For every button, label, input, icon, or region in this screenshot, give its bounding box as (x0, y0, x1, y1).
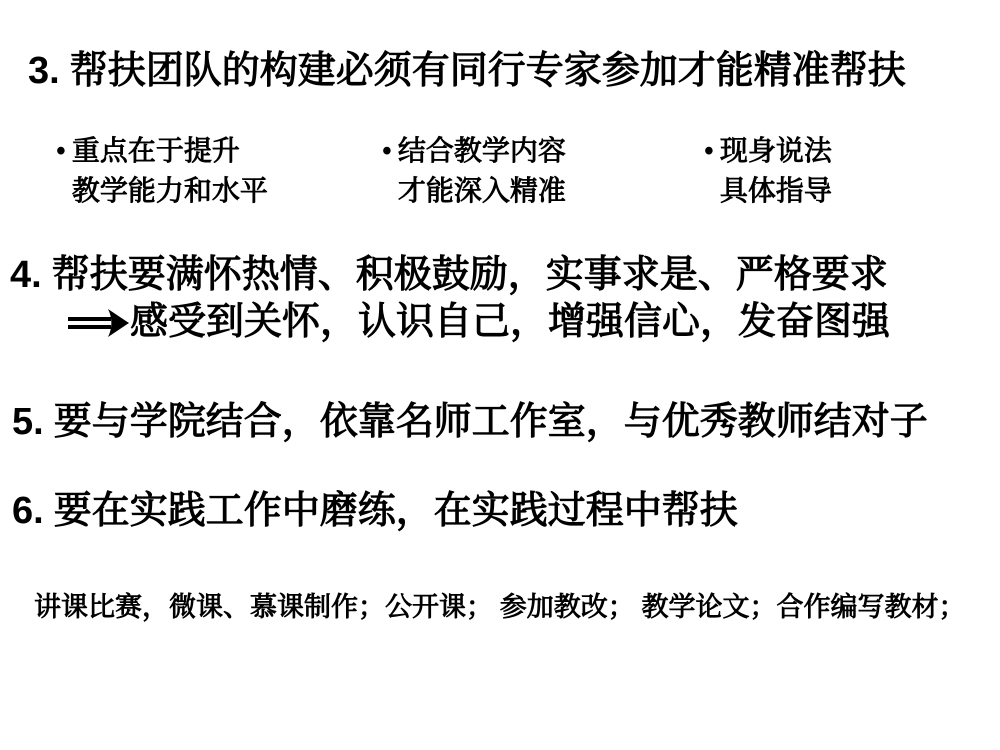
item-4-number: 4. (10, 254, 42, 296)
bullet-item-2 (382, 132, 566, 212)
item-5-text: 要与学院结合，依靠名师工作室，与优秀教师结对子 (53, 401, 928, 443)
bullet-dot-icon: • (382, 136, 392, 167)
bullet-1-text (72, 132, 268, 212)
item-4-line-2 (66, 299, 890, 346)
double-right-arrow-icon (66, 306, 130, 340)
item-4-line-1 (10, 252, 890, 299)
bullet-3-line-2: 具体指导 (719, 176, 832, 207)
item-5 (12, 399, 928, 446)
item-5-number: 5. (12, 401, 44, 443)
item-6 (12, 488, 738, 535)
item-3-text: 帮扶团队的构建必须有同行专家参加才能精准帮扶 (69, 50, 906, 92)
item-4 (10, 252, 890, 346)
bullet-item-3 (704, 132, 832, 212)
item-6-number: 6. (12, 490, 44, 532)
bullet-1-line-2: 教学能力和水平 (71, 176, 268, 207)
item-3-number: 3. (28, 50, 60, 92)
bullet-dot-icon: • (704, 136, 714, 167)
item-4-arrow-text: 感受到关怀，认识自己，增强信心，发奋图强 (130, 301, 891, 343)
bullet-item-1 (56, 132, 268, 212)
bullet-dot-icon: • (56, 136, 66, 167)
heading-item-3 (28, 47, 906, 95)
bullet-2-text (398, 132, 566, 212)
bullet-1-line-1: 重点在于提升 (71, 136, 240, 167)
bullet-3-line-1: 现身说法 (719, 136, 832, 167)
item-6-text: 要在实践工作中磨练，在实践过程中帮扶 (53, 490, 738, 532)
bullet-3-text (720, 132, 832, 212)
footer-activities-text: 讲课比赛，微课、慕课制作；公开课； 参加教改； 教学论文；合作编写教材； (34, 592, 966, 622)
item-4-text: 帮扶要满怀热情、积极鼓励，实事求是、严格要求 (51, 254, 888, 296)
bullet-2-line-2: 才能深入精准 (397, 176, 566, 207)
bullet-2-line-1: 结合教学内容 (397, 136, 566, 167)
